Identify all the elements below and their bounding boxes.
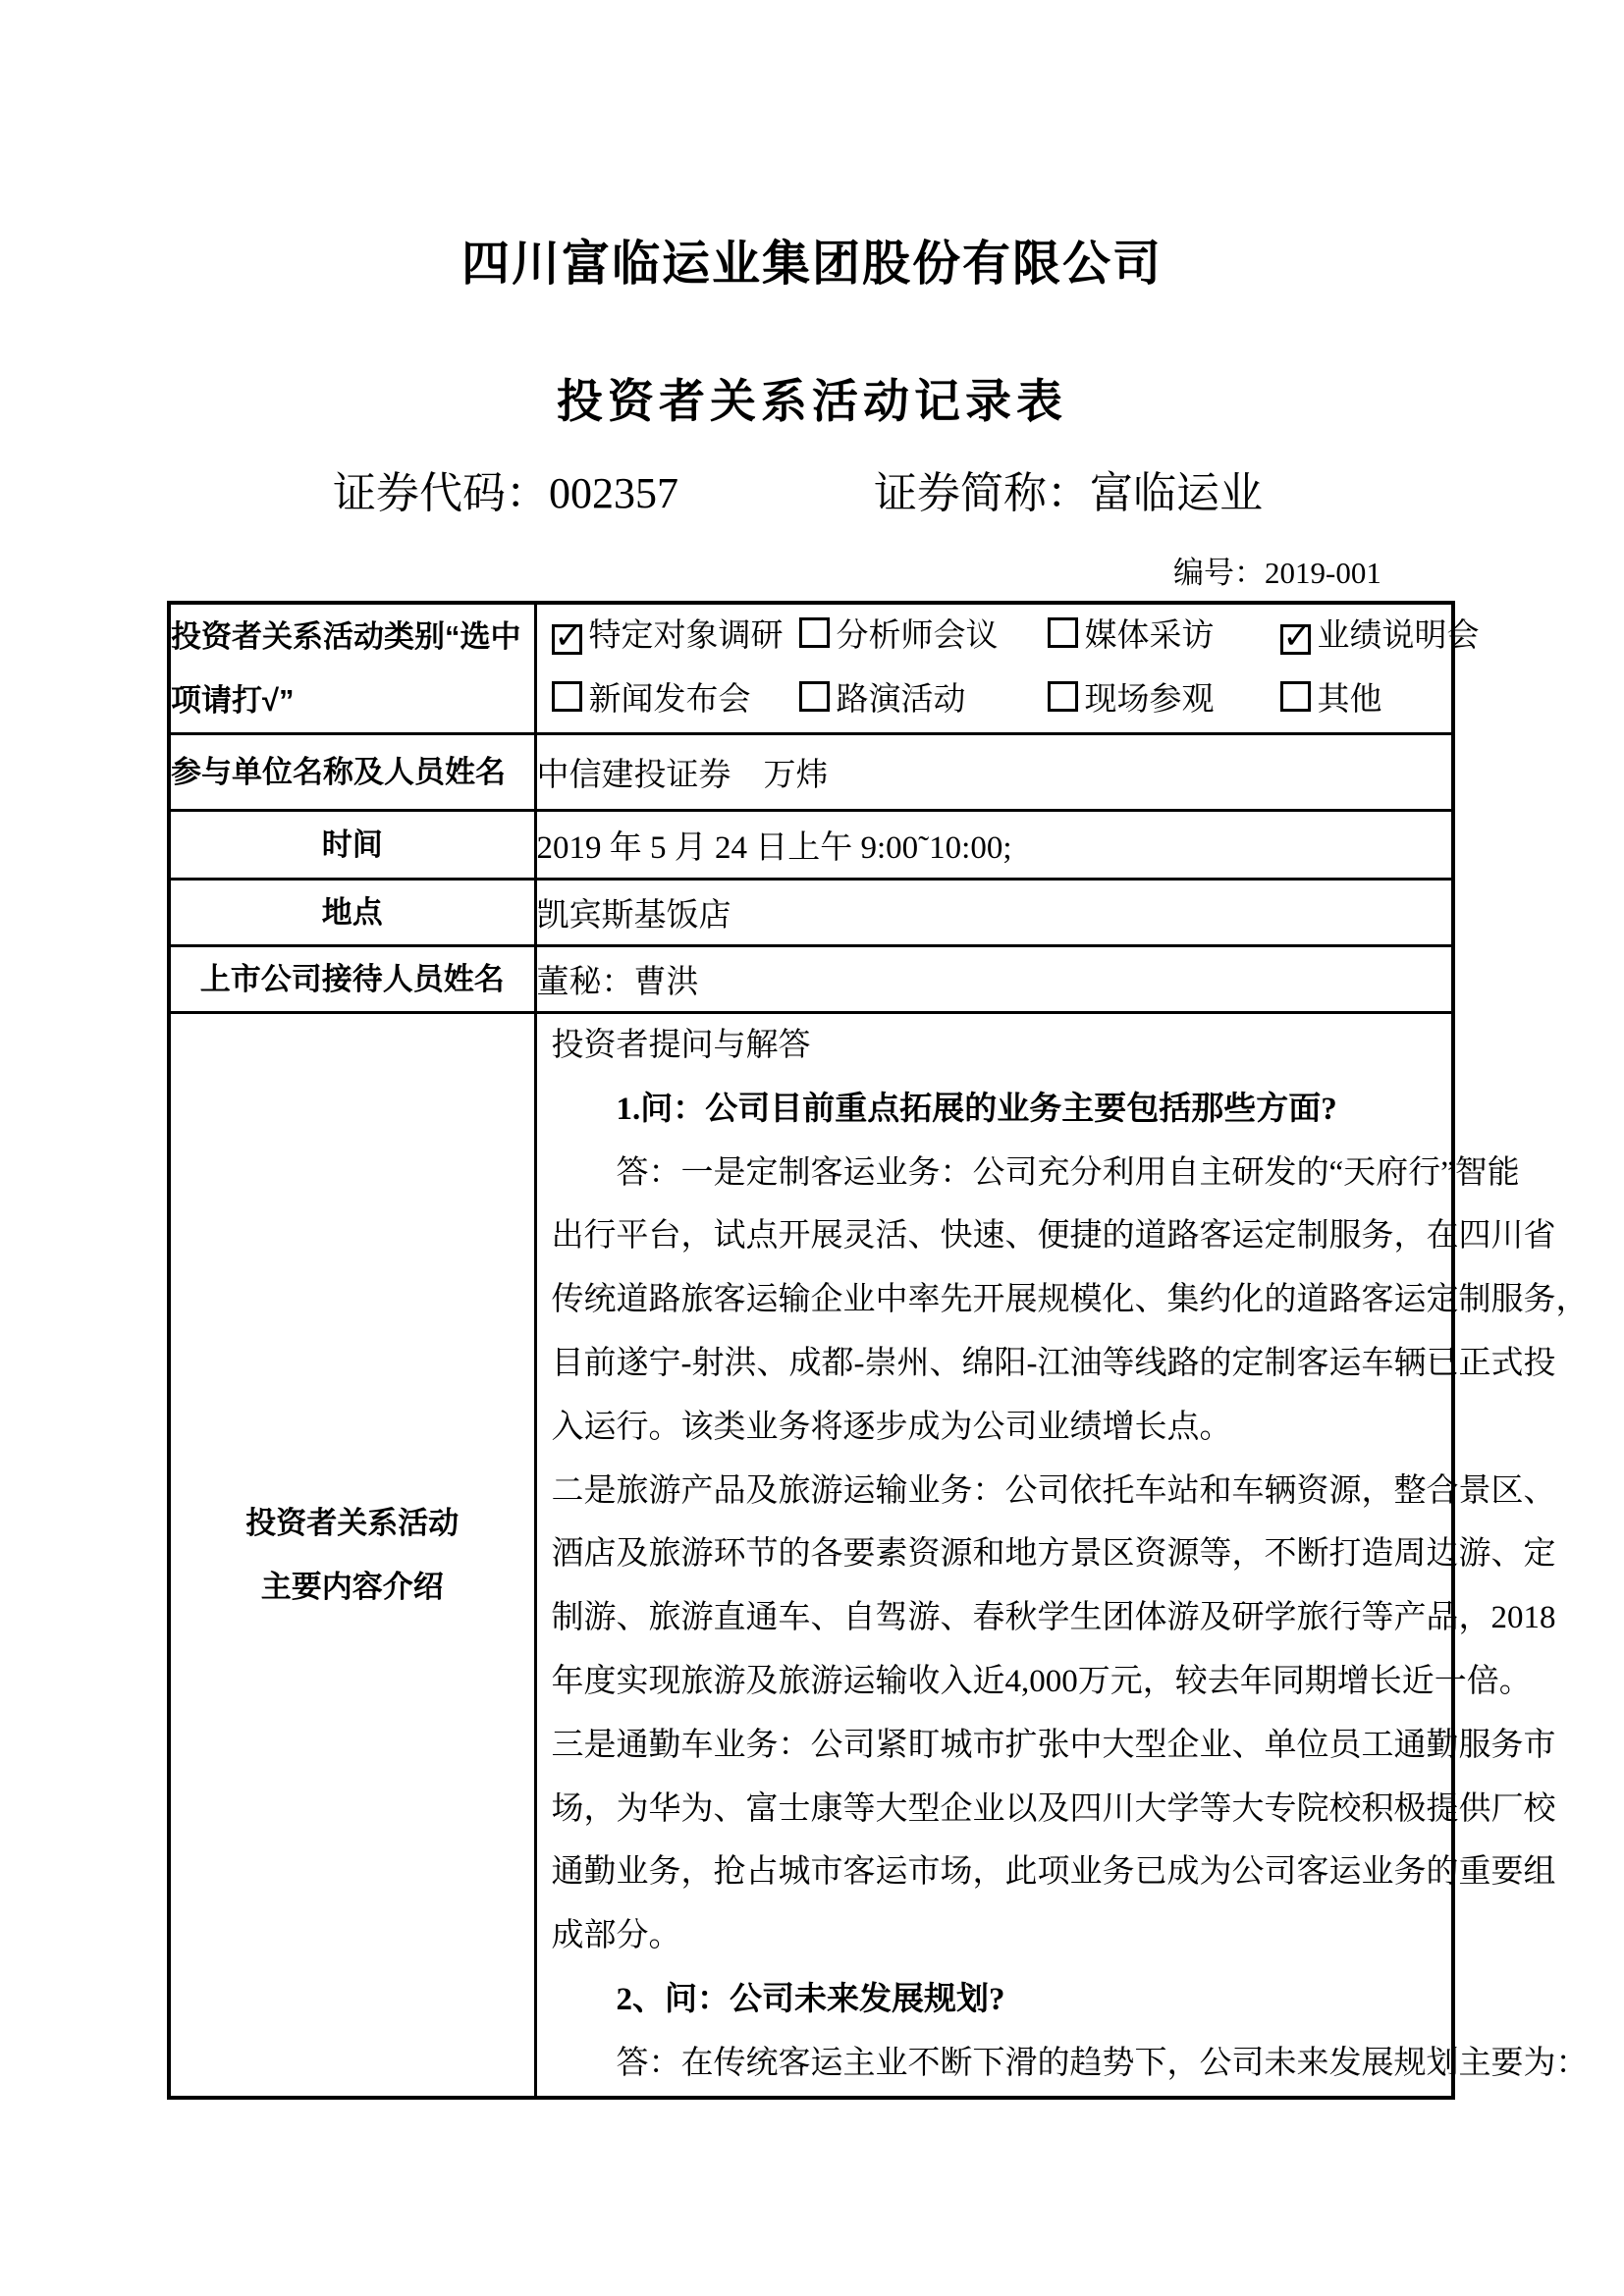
- activity-option: [1048, 605, 1280, 668]
- checkbox-icon: [799, 617, 830, 648]
- row-location: [169, 880, 1453, 946]
- activity-type-label-line1: 投资者关系活动类别“选中: [171, 619, 521, 654]
- activity-option-label: 现场参观: [1084, 682, 1215, 718]
- row-activity-type: [169, 603, 1453, 734]
- activity-option-label: 特定对象调研: [588, 618, 784, 654]
- activity-option-label: 分析师会议: [836, 618, 999, 654]
- activity-option-label: 其他: [1317, 682, 1382, 718]
- document-subtitle: 投资者关系活动记录表: [557, 375, 1067, 427]
- content-line: 答：在传统客运主业不断下滑的趋势下，公司未来发展规划主要为：: [616, 2045, 1589, 2081]
- checkbox-icon: [1048, 681, 1078, 712]
- row-time: [169, 811, 1453, 880]
- content-line: 酒店及旅游环节的各要素资源和地方景区资源等，不断打造周边游、定: [551, 1536, 1556, 1573]
- activity-option-label: 新闻发布会: [588, 682, 751, 718]
- checkbox-icon: ✓: [552, 624, 582, 655]
- activity-option-label: 路演活动: [836, 682, 966, 718]
- content-line: 制游、旅游直通车、自驾游、春秋学生团体游及研学旅行等产品，2018: [551, 1600, 1556, 1636]
- checkbox-icon: ✓: [1280, 624, 1311, 655]
- content-line: 成部分。: [551, 1918, 681, 1954]
- content-line: 投资者提问与解答: [551, 1028, 811, 1063]
- content-label-line2: 主要内容介绍: [260, 1569, 444, 1604]
- content-line: 2、问：公司未来发展规划?: [616, 1981, 1005, 2017]
- time-value: 2019 年 5 月 24 日上午 9:00˜10:00;: [535, 811, 1453, 880]
- content-line: 答：一是定制客运业务：公司充分利用自主研发的“天府行”智能: [616, 1154, 1520, 1191]
- location-label: 地点: [169, 880, 535, 946]
- content-label: [169, 1013, 535, 2098]
- checkbox-icon: [552, 681, 582, 712]
- activity-option: [552, 668, 799, 732]
- content-line: 场，为华为、富士康等大型企业以及四川大学等大专院校积极提供厂校: [551, 1790, 1556, 1827]
- content-label-line1: 投资者关系活动: [245, 1505, 460, 1540]
- content-cell: [535, 1013, 1589, 2098]
- checkbox-icon: [799, 681, 830, 712]
- content-line: 通勤业务，抢占城市客运市场，此项业务已成为公司客运业务的重要组: [551, 1854, 1556, 1891]
- content-line: 三是通勤车业务：公司紧盯城市扩张中大型企业、单位员工通勤服务市: [551, 1727, 1556, 1763]
- activity-type-label-line2: 项请打√”: [171, 683, 295, 718]
- activity-option: [1048, 668, 1280, 732]
- content-line: 1.问：公司目前重点拓展的业务主要包括那些方面?: [616, 1091, 1337, 1127]
- receptionist-value: 董秘：曹洪: [535, 946, 1453, 1013]
- activity-type-label: [169, 603, 535, 734]
- stock-short-name: 证券简称：富临运业: [874, 469, 1263, 517]
- activity-option: [1280, 668, 1480, 732]
- activity-option: [1280, 605, 1480, 668]
- activity-option: [799, 605, 1048, 668]
- document-number: 编号：2019-001: [1173, 556, 1381, 590]
- participants-value: 中信建投证券 万炜: [535, 734, 1453, 811]
- activity-option-label: 业绩说明会: [1317, 618, 1480, 654]
- activity-option: [552, 605, 799, 668]
- content-line: 入运行。该类业务将逐步成为公司业绩增长点。: [551, 1409, 1232, 1445]
- activity-option-label: 媒体采访: [1084, 618, 1215, 654]
- receptionist-label: 上市公司接待人员姓名: [169, 946, 535, 1013]
- irm-activity-table: [167, 601, 1589, 2100]
- document-title: 四川富临运业集团股份有限公司: [460, 238, 1163, 291]
- location-value: 凯宾斯基饭店: [535, 880, 1453, 946]
- content-line: 出行平台，试点开展灵活、快速、便捷的道路客运定制服务，在四川省: [551, 1218, 1556, 1255]
- row-receptionist: [169, 946, 1453, 1013]
- participants-label: 参与单位名称及人员姓名: [169, 734, 535, 811]
- content-line: 二是旅游产品及旅游运输业务：公司依托车站和车辆资源，整合景区、: [551, 1472, 1556, 1509]
- content-line: 目前遂宁-射洪、成都-崇州、绵阳-江油等线路的定制客运车辆已正式投: [551, 1345, 1556, 1381]
- row-participants: [169, 734, 1453, 811]
- checkbox-icon: [1280, 681, 1311, 712]
- content-line: 年度实现旅游及旅游运输收入近4,000万元，较去年同期增长近一倍。: [551, 1663, 1532, 1699]
- stock-code: 证券代码：002357: [333, 469, 678, 517]
- content-line: 传统道路旅客运输企业中率先开展规模化、集约化的道路客运定制服务，: [551, 1282, 1589, 1318]
- activity-type-options: [535, 603, 1480, 734]
- checkbox-icon: [1048, 617, 1078, 648]
- activity-option: [799, 668, 1048, 732]
- stock-info-line: [0, 457, 1624, 517]
- row-main-content: [169, 1013, 1453, 2098]
- time-label: 时间: [169, 811, 535, 880]
